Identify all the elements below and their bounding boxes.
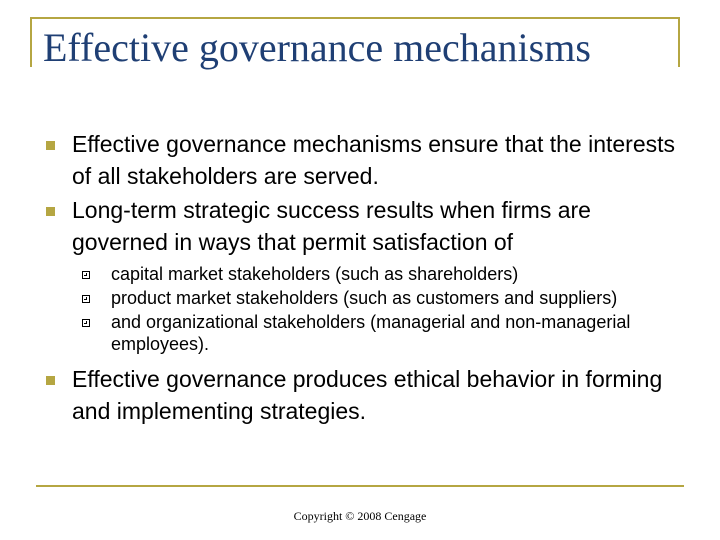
sub-bullet-item [40, 287, 680, 309]
sub-bullet-item [40, 263, 680, 285]
footer-rule [36, 485, 684, 487]
sub-bullet-text: product market stakeholders (such as customers and suppliers) [111, 288, 618, 308]
copyright-footer: Copyright © 2008 Cengage [293, 509, 427, 523]
bullet-item [40, 194, 680, 258]
sub-bullet-text: and organizational stakeholders (managerial and non-managerial employees). [111, 312, 631, 354]
bullet-item [40, 363, 680, 427]
sub-bullet-text: capital market stakeholders (such as shareholders) [111, 264, 519, 284]
hollow-square-bullet-icon [82, 295, 90, 303]
sub-bullet-item [40, 311, 680, 355]
filled-square-bullet-icon [46, 207, 55, 216]
frame-top-rule [30, 17, 678, 19]
frame-right-rule [678, 17, 680, 67]
slide-title: Effective governance mechanisms [43, 25, 591, 70]
hollow-square-bullet-icon [82, 271, 90, 279]
filled-square-bullet-icon [46, 376, 55, 385]
bullet-item [40, 128, 680, 192]
bullet-text: Effective governance mechanisms ensure that the interests of all stakeholders are served. [72, 131, 676, 189]
bullet-text: Effective governance produces ethical behavior in forming and implementing strategies. [72, 366, 663, 424]
bullet-text: Long-term strategic success results when firms are governed in ways that permit satisfaction of [72, 197, 591, 255]
filled-square-bullet-icon [46, 141, 55, 150]
frame-left-rule [30, 17, 32, 67]
bullet-list [40, 128, 680, 427]
sub-bullet-list [40, 263, 680, 355]
hollow-square-bullet-icon [82, 319, 90, 327]
